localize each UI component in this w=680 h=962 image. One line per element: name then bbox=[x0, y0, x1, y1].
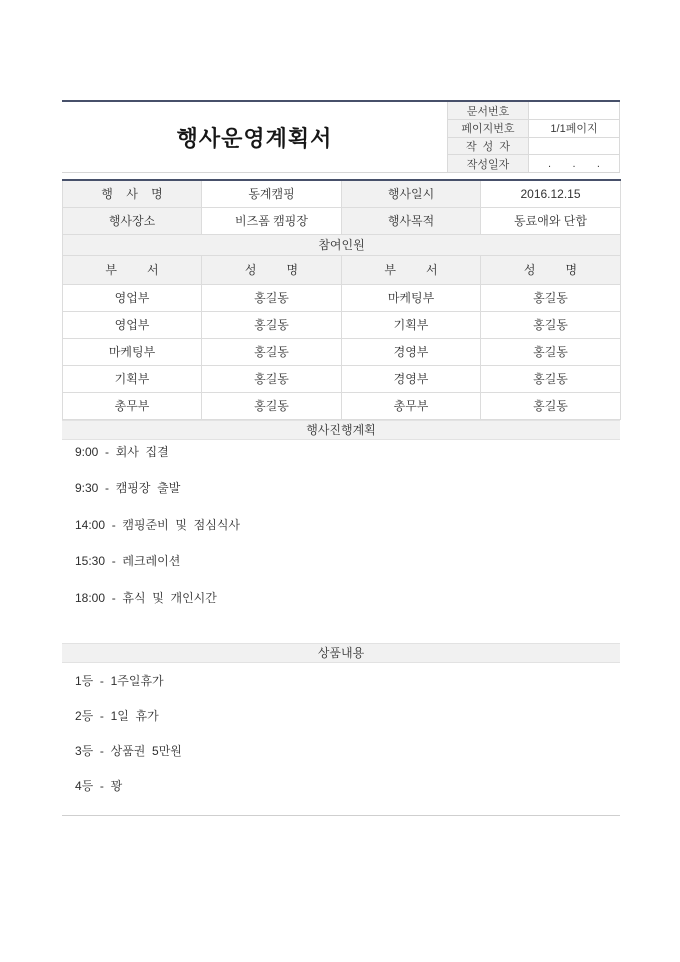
prize-item: 3등 - 상품권 5만원 bbox=[75, 743, 182, 758]
schedule-item: 18:00 - 휴식 및 개인시간 bbox=[75, 590, 217, 605]
dept-cell: 마케팅부 bbox=[63, 338, 202, 365]
event-purpose-label: 행사목적 bbox=[342, 207, 481, 234]
schedule-item: 15:30 - 레크레이션 bbox=[75, 554, 181, 568]
name-cell: 홍길동 bbox=[202, 284, 342, 311]
name-cell: 홍길동 bbox=[202, 311, 342, 338]
participants-section-title: 참여인원 bbox=[63, 234, 621, 255]
participant-row bbox=[63, 365, 621, 392]
name-column-header: 성 명 bbox=[481, 255, 621, 284]
prizes-section-title: 상품내용 bbox=[62, 643, 620, 663]
event-purpose-value: 동료애와 단합 bbox=[481, 207, 621, 234]
doc-number-value bbox=[529, 102, 620, 120]
name-cell: 홍길동 bbox=[481, 284, 621, 311]
name-cell: 홍길동 bbox=[202, 392, 342, 419]
overview-row-1 bbox=[63, 180, 621, 207]
dept-cell: 경영부 bbox=[342, 365, 481, 392]
schedule-section-title: 행사진행계획 bbox=[62, 420, 620, 440]
dept-column-header: 부 서 bbox=[63, 255, 202, 284]
dept-cell: 마케팅부 bbox=[342, 284, 481, 311]
dept-cell: 기획부 bbox=[63, 365, 202, 392]
dept-cell: 경영부 bbox=[342, 338, 481, 365]
dept-cell: 총무부 bbox=[342, 392, 481, 419]
participant-row bbox=[63, 284, 621, 311]
bottom-divider bbox=[62, 815, 620, 816]
doc-info-row bbox=[448, 102, 620, 120]
name-column-header: 성 명 bbox=[202, 255, 342, 284]
name-cell: 홍길동 bbox=[481, 365, 621, 392]
document-content bbox=[62, 100, 620, 816]
dept-cell: 영업부 bbox=[63, 311, 202, 338]
overview-row-2 bbox=[63, 207, 621, 234]
event-date-value: 2016.12.15 bbox=[481, 180, 621, 207]
name-cell: 홍길동 bbox=[481, 311, 621, 338]
prize-item: 1등 - 1주일휴가 bbox=[75, 673, 164, 688]
prize-list bbox=[62, 673, 620, 794]
event-overview-table bbox=[62, 179, 621, 420]
page-number-label: 페이지번호 bbox=[448, 120, 529, 138]
write-date-value: . . . bbox=[529, 155, 620, 173]
schedule-item: 9:30 - 캠핑장 출발 bbox=[75, 481, 181, 495]
prize-item: 4등 - 꽝 bbox=[75, 778, 123, 793]
doc-info-row bbox=[448, 155, 620, 173]
write-date-label: 작성일자 bbox=[448, 155, 529, 173]
dept-column-header: 부 서 bbox=[342, 255, 481, 284]
participant-row bbox=[63, 311, 621, 338]
page-title: 행사운영계획서 bbox=[176, 125, 333, 151]
event-name-value: 동계캠핑 bbox=[202, 180, 342, 207]
schedule-item: 14:00 - 캠핑준비 및 점심식사 bbox=[75, 517, 241, 532]
prize-item: 2등 - 1일 휴가 bbox=[75, 708, 159, 723]
name-cell: 홍길동 bbox=[202, 338, 342, 365]
author-value bbox=[529, 137, 620, 155]
doc-info-table bbox=[447, 102, 620, 172]
author-label: 작 성 자 bbox=[448, 137, 529, 155]
doc-info-row bbox=[448, 137, 620, 155]
name-cell: 홍길동 bbox=[481, 392, 621, 419]
participant-row bbox=[63, 392, 621, 419]
name-cell: 홍길동 bbox=[202, 365, 342, 392]
name-cell: 홍길동 bbox=[481, 338, 621, 365]
event-name-label: 행 사 명 bbox=[63, 180, 202, 207]
dept-cell: 기획부 bbox=[342, 311, 481, 338]
event-place-value: 비즈폼 캠핑장 bbox=[202, 207, 342, 234]
event-place-label: 행사장소 bbox=[63, 207, 202, 234]
document-header bbox=[62, 100, 620, 173]
participants-header-row bbox=[63, 255, 621, 284]
schedule-list bbox=[62, 444, 620, 606]
page-number-value: 1/1페이지 bbox=[529, 120, 620, 138]
title-area bbox=[62, 102, 447, 172]
participants-section-row bbox=[63, 234, 621, 255]
event-date-label: 행사일시 bbox=[342, 180, 481, 207]
dept-cell: 영업부 bbox=[63, 284, 202, 311]
doc-number-label: 문서번호 bbox=[448, 102, 529, 120]
schedule-item: 9:00 - 회사 집결 bbox=[75, 444, 169, 459]
dept-cell: 총무부 bbox=[63, 392, 202, 419]
doc-info-row bbox=[448, 120, 620, 138]
participant-row bbox=[63, 338, 621, 365]
